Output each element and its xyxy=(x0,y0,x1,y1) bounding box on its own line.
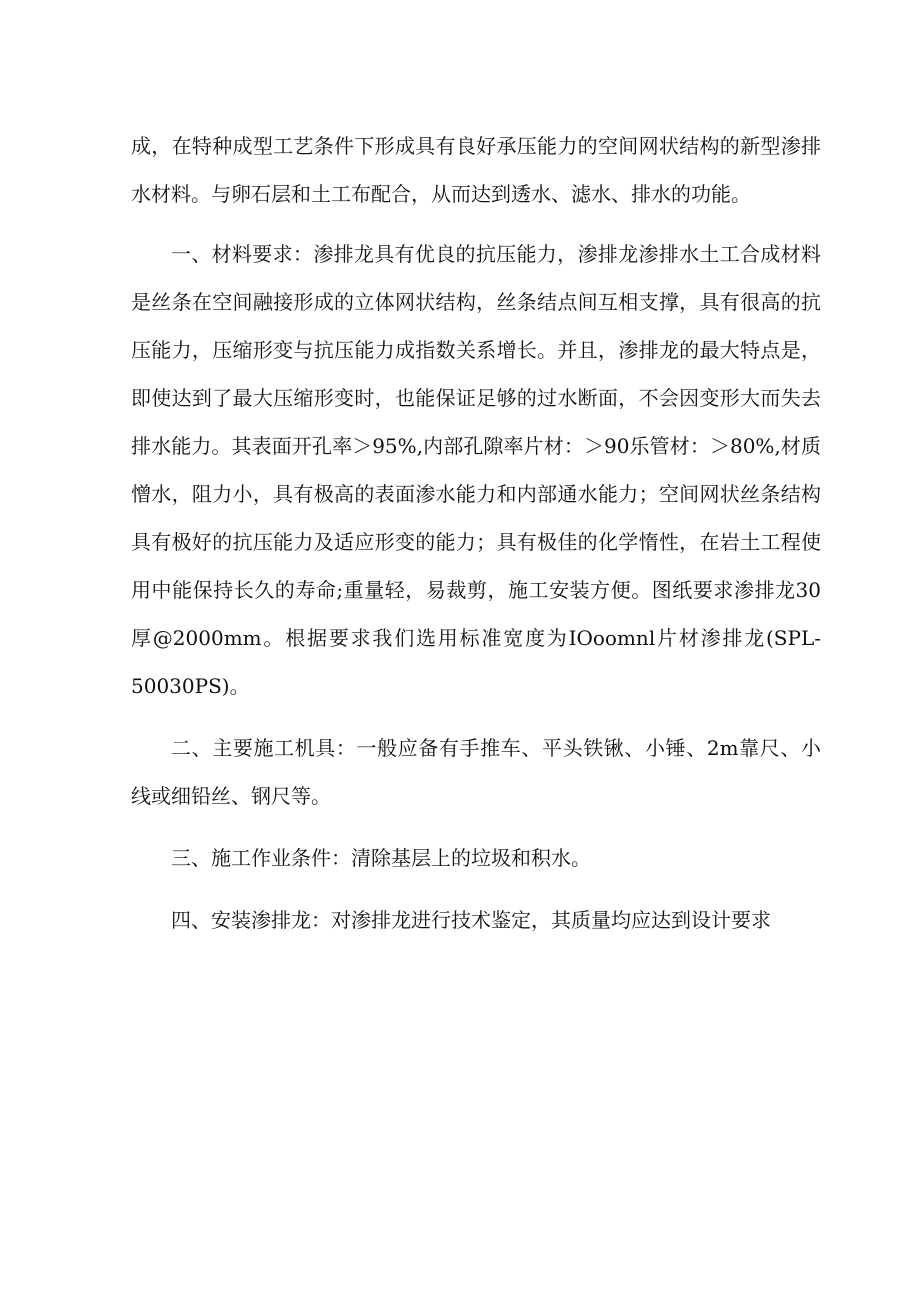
paragraph-material-requirements: 一、材料要求：渗排龙具有优良的抗压能力，渗排龙渗排水土工合成材料是丝条在空间融接形成的立体网状结构，丝条结点间互相支撑，具有很高的抗压能力，压缩形变与抗压能力成指数关系增长。并且，渗排龙的最大特点是，即使达到了最大压缩形变时，也能保证足够的过水断面，不会因变形大而失去排水能力。其表面开孔率＞95%,内部孔隙率片材：＞90乐管材：＞80%,材质憎水，阻力小，具有极高的表面渗水能力和内部通水能力；空间网状丝条结构具有极好的抗压能力及适应形变的能力；具有极佳的化学惰性，在岩土工程使用中能保持长久的寿命;重量轻，易裁剪，施工安装方便。图纸要求渗排龙30厚@2000mm。根据要求我们选用标准宽度为IOoomnl片材渗排龙(SPL-50030PS)。 xyxy=(131,242,821,698)
paragraph-installation: 四、安装渗排龙：对渗排龙进行技术鉴定，其质量均应达到设计要求 xyxy=(171,908,771,932)
paragraph-intro-continuation: 成，在特种成型工艺条件下形成具有良好承压能力的空间网状结构的新型渗排水材料。与卵石层和土工布配合，从而达到透水、滤水、排水的功能。 xyxy=(131,134,821,206)
document-body xyxy=(131,122,821,944)
paragraph-construction-tools: 二、主要施工机具：一般应备有手推车、平头铁锹、小锤、2m靠尺、小线或细铅丝、钢尺等。 xyxy=(131,736,821,808)
paragraph-work-conditions: 三、施工作业条件：清除基层上的垃圾和积水。 xyxy=(171,846,591,870)
